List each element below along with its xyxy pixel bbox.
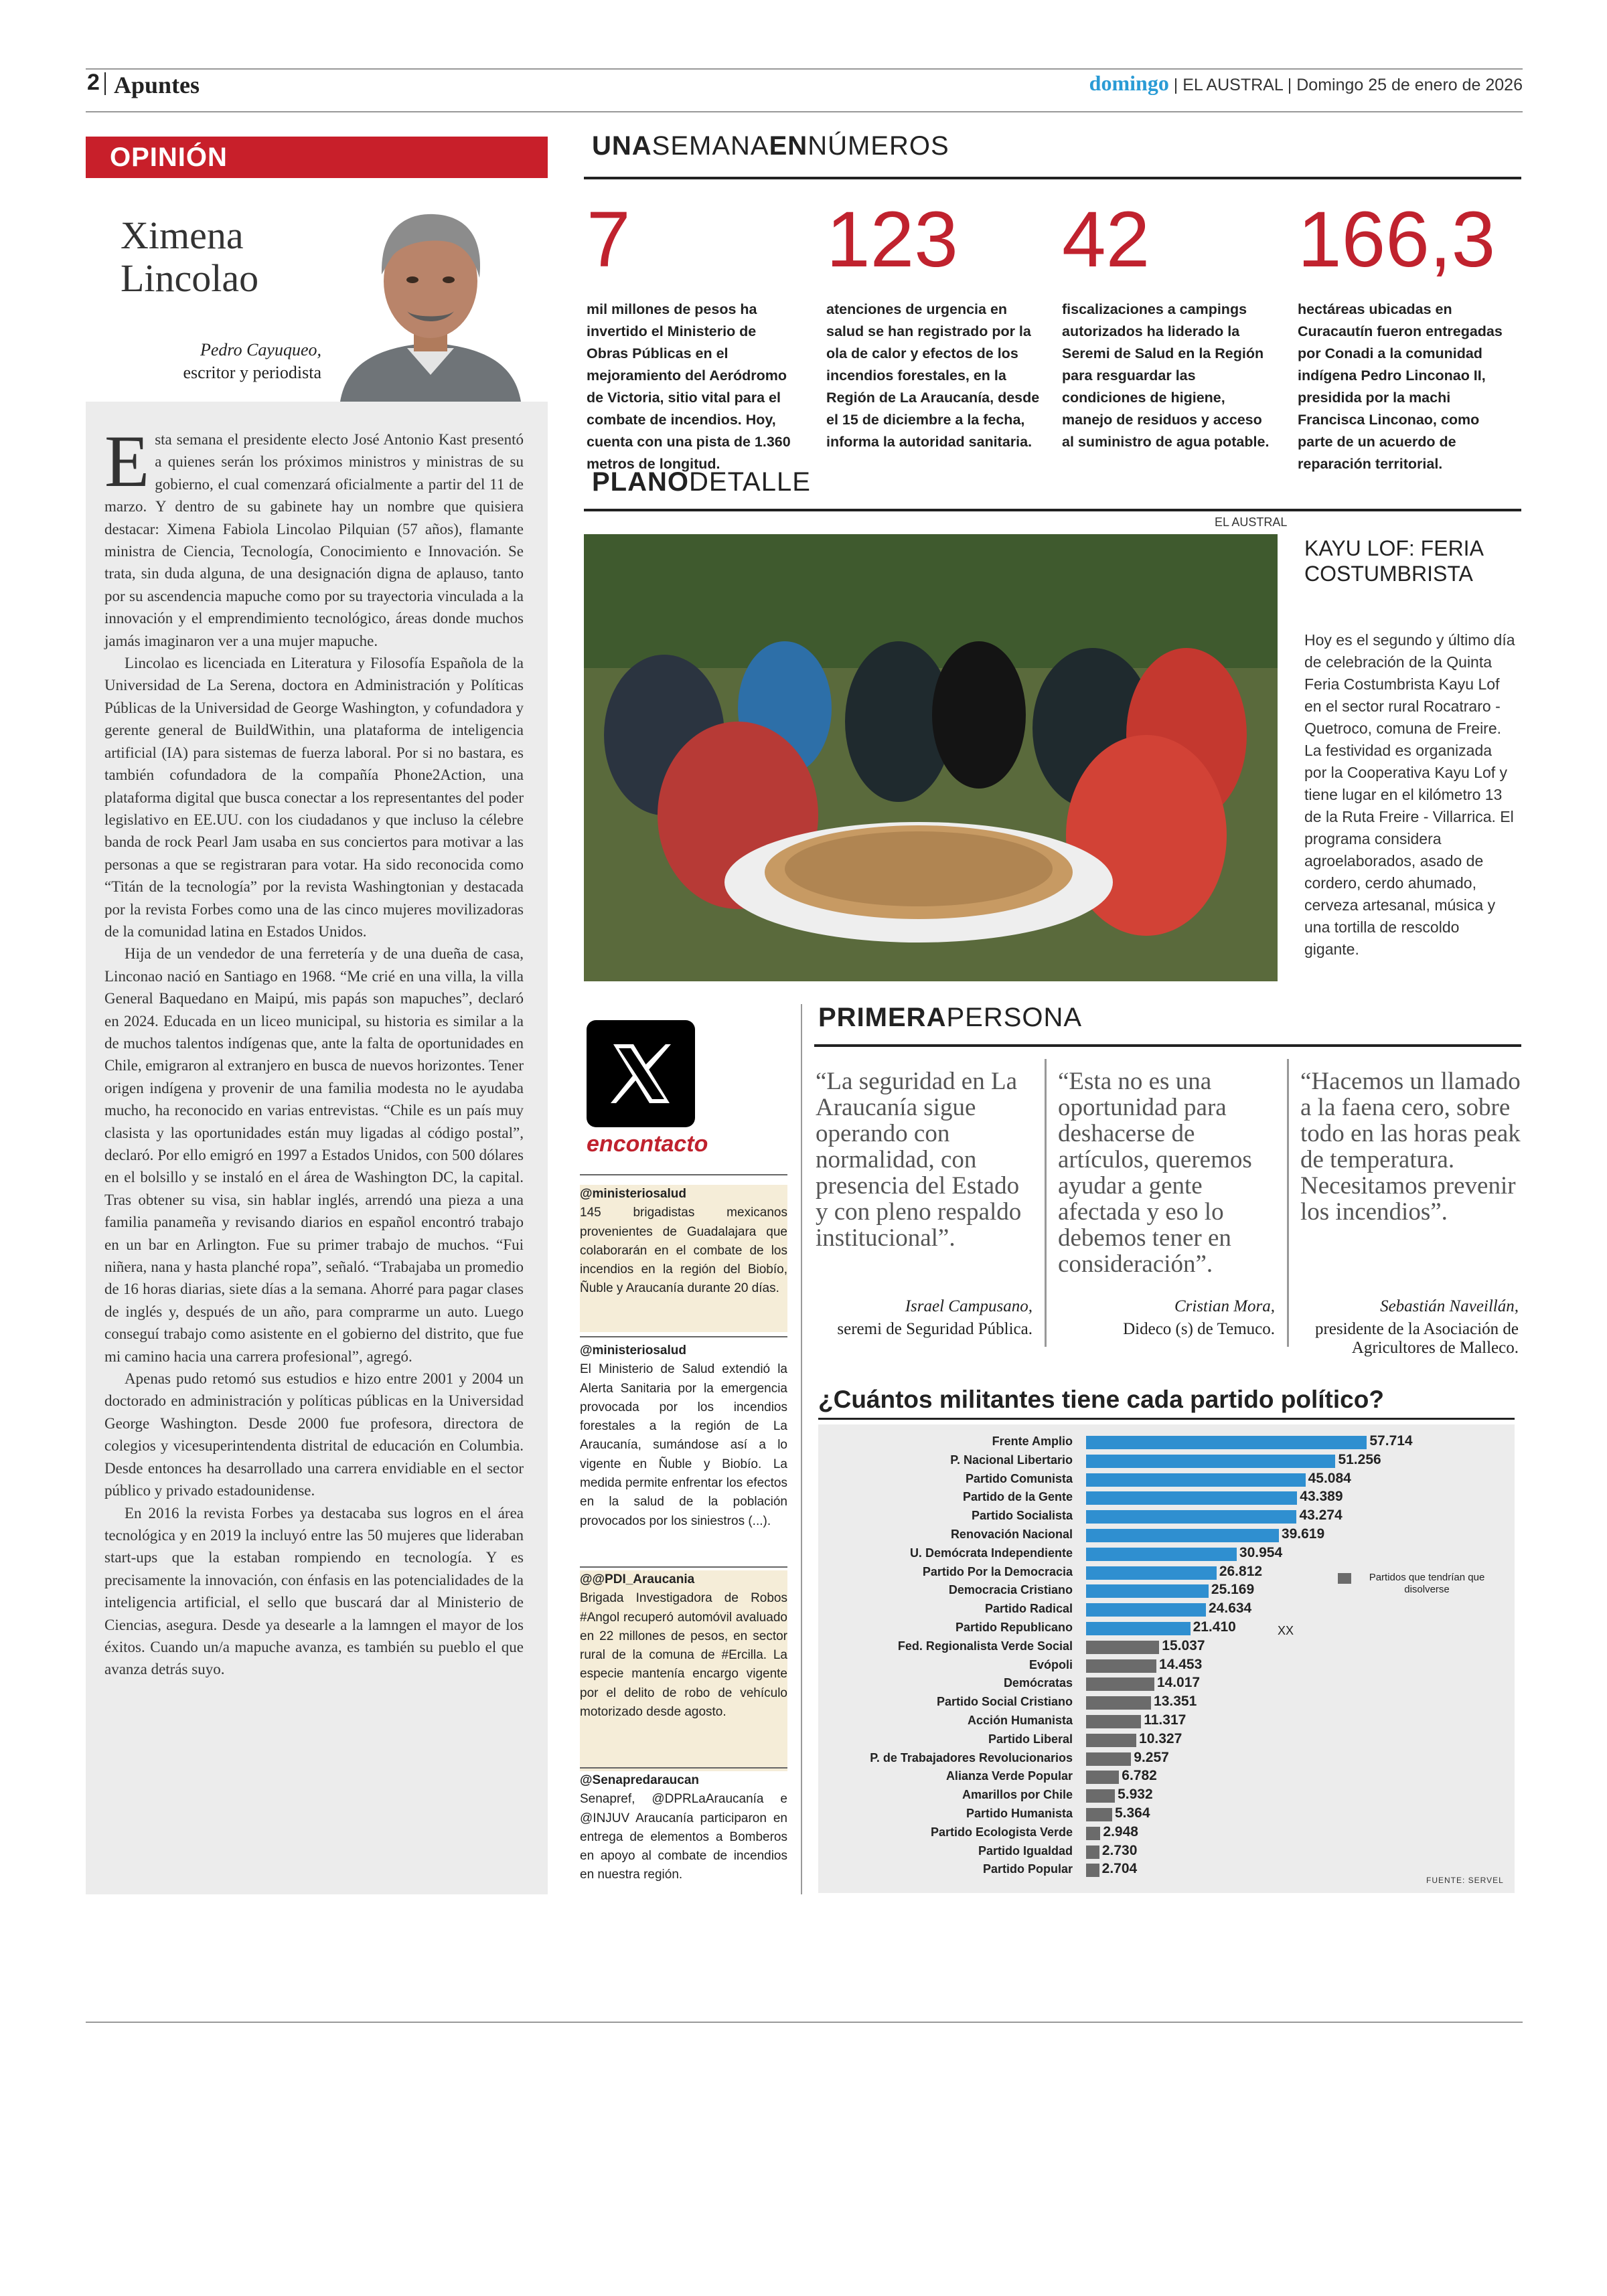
bar-value-label: 5.932 — [1118, 1787, 1153, 1803]
bar-category-label: Demócratas — [1003, 1676, 1073, 1690]
bar-category-label: Partido Republicano — [955, 1621, 1073, 1634]
article-paragraph: Lincolao es licenciada en Literatura y Filosofía Española de la Universidad de La Serena, doctora en Administración y Políticas Públicas de la Universidad de George Washington, y cofundadora y gerente general de BuildWithin, una plataforma de inteligencia artificial (IA) para sistemas de fuerza laboral. Por si no bastara, es también cofundadora de la compañía Phone2Action, una plataforma digital que busca conectar a los representantes del poder legislativo en EE.UU. con los ciudadanos y que incluso la célebre banda de rock Pearl Jam usaba en sus conciertos para motivar a las personas a que se registraran para votar. Ha sido reconocida como “Titán de la tecnología” por la revista Washingtonian y destacada por la revista Forbes como una de las cinco mujeres movilizadoras de la comunidad latina en Estados Unidos. — [104, 655, 524, 940]
plano-rule — [584, 509, 1521, 511]
author-photo — [327, 194, 534, 402]
quote-text: “La seguridad en La Araucanía sigue operando con normalidad, con presencia del Estado y con pleno respaldo institucional”. — [816, 1068, 1022, 1252]
bar-value-label: 39.619 — [1281, 1526, 1325, 1542]
quote-role: seremi de Seguridad Pública. — [837, 1320, 1032, 1338]
bar-value-label: 13.351 — [1154, 1694, 1197, 1710]
bar-value-label: 21.410 — [1193, 1619, 1236, 1635]
numbers-rule — [584, 177, 1521, 179]
social-separator — [580, 1174, 787, 1175]
chart-bar — [1086, 1566, 1217, 1580]
chart-bar — [1086, 1455, 1335, 1468]
bar-category-label: Amarillos por Chile — [962, 1788, 1073, 1802]
opinion-banner: OPINIÓN — [86, 137, 548, 178]
bar-category-label: Partido Comunista — [965, 1471, 1073, 1485]
number-text: mil millones de pesos ha invertido el Ministerio de Obras Públicas en el mejoramiento del Aeródromo de Victoria, sitio vital para el combate de incendios. Hoy, cuenta con una pista de 1.360 metros de longitud. — [587, 301, 791, 472]
bar-category-label: Partido Igualdad — [978, 1843, 1073, 1858]
chart-bar — [1086, 1473, 1306, 1487]
bar-value-label: 25.169 — [1211, 1582, 1255, 1598]
quote-author: Cristian Mora, — [1174, 1297, 1275, 1315]
bar-value-label: 6.782 — [1122, 1768, 1157, 1784]
drop-cap: E — [104, 420, 150, 502]
number-value: 7 — [587, 195, 631, 284]
chart-bar — [1086, 1771, 1119, 1784]
plano-section-title: PLANODETALLE — [592, 467, 811, 497]
chart-bar — [1086, 1622, 1191, 1635]
chart-source: FUENTE: SERVEL — [1426, 1876, 1504, 1885]
chart-bar — [1086, 1491, 1297, 1505]
social-post — [580, 1570, 787, 1771]
number-value: 166,3 — [1298, 195, 1496, 284]
chart-bar — [1086, 1846, 1099, 1859]
photo-title: KAYU LOF: FERIA COSTUMBRISTA — [1304, 536, 1483, 586]
chart-bar — [1086, 1715, 1141, 1728]
bar-value-label: 2.730 — [1101, 1842, 1138, 1858]
bar-value-label: 43.274 — [1299, 1507, 1343, 1524]
number-text: atenciones de urgencia en salud se han registrado por la ola de calor y efectos de los incendios forestales, en la Región de La Araucanía, desde el 15 de diciembre a la fecha, informa la autoridad sanitaria. — [826, 301, 1040, 450]
legend-swatch — [1338, 1573, 1351, 1584]
bar-category-label: P. Nacional Libertario — [950, 1453, 1073, 1467]
feria-photo — [584, 534, 1278, 981]
en-contacto-title: encontacto — [587, 1131, 708, 1157]
opinion-title: Ximena Lincolao — [121, 214, 259, 300]
social-post — [580, 1185, 787, 1332]
author-name: Pedro Cayuqueo, — [200, 340, 321, 359]
post-body: 145 brigadistas mexicanos provenientes de Guadalajara que colaborarán en el combate de los incendios en la región del Biobío, Ñuble y Araucanía durante 20 días. — [580, 1206, 787, 1296]
chart-bar — [1086, 1677, 1154, 1691]
chart-bar — [1086, 1659, 1156, 1673]
chart-bar — [1086, 1584, 1209, 1598]
bar-category-label: Partido Liberal — [988, 1732, 1073, 1746]
bar-value-label: 9.257 — [1134, 1749, 1169, 1765]
quote-text: “Hacemos un llamado a la faena cero, sobre todo en las horas peak de temperatura. Necesitamos prevenir los incendios”. — [1300, 1068, 1521, 1226]
chart-title: ¿Cuántos militantes tiene cada partido político? — [818, 1386, 1384, 1413]
bar-value-label: 10.327 — [1139, 1730, 1182, 1746]
quote-text: “Esta no es una oportunidad para deshacerse de artículos, queremos ayudar a gente afectada y eso lo debemos tener en consideración”. — [1058, 1068, 1252, 1278]
chart-bar — [1086, 1864, 1099, 1877]
bar-value-label: 14.453 — [1159, 1656, 1203, 1672]
x-logo-icon — [587, 1020, 695, 1127]
bar-value-label: 2.948 — [1103, 1823, 1138, 1839]
author-role: escritor y periodista — [183, 363, 321, 382]
legend-label: Partidos que tendrían que disolverse — [1369, 1572, 1485, 1595]
bar-category-label: Renovación Nacional — [950, 1528, 1073, 1541]
post-body: El Ministerio de Salud extendió la Alerta Sanitaria por la emergencia provocada por los incendios forestales a la región de La Araucanía, sumándose así a lo vigente en Ñuble y Biobío. La medida permite enfrentar los efectos en la salud de la población provocados por los siniestros (...). — [580, 1362, 787, 1528]
social-separator — [580, 1767, 787, 1769]
social-post — [580, 1771, 787, 1885]
bar-category-label: P. de Trabajadores Revolucionarios — [870, 1750, 1073, 1765]
chart-rule — [818, 1418, 1515, 1420]
header-bottom-rule — [86, 111, 1523, 112]
bar-value-label: 24.634 — [1209, 1601, 1252, 1617]
chart-bar — [1086, 1808, 1112, 1821]
post-handle: @@PDI_Araucania — [580, 1572, 695, 1586]
social-separator — [580, 1336, 787, 1337]
bar-category-label: Partido Popular — [982, 1862, 1073, 1876]
bar-category-label: Frente Amplio — [992, 1434, 1073, 1448]
photo-credit: EL AUSTRAL — [1215, 515, 1288, 529]
social-divider — [801, 1004, 802, 1894]
chart-bar — [1086, 1529, 1279, 1542]
quote-role: Dideco (s) de Temuco. — [1123, 1320, 1275, 1338]
quote-divider — [1287, 1059, 1289, 1347]
bar-value-label: 43.389 — [1300, 1489, 1343, 1505]
bar-value-label: 5.364 — [1114, 1805, 1150, 1821]
brand-domingo: domingo — [1089, 71, 1169, 95]
number-value: 42 — [1062, 195, 1150, 284]
bar-value-label: 2.704 — [1101, 1861, 1138, 1877]
article-paragraph: Esta semana el presidente electo José Antonio Kast presentó a quienes serán los próximos ministros y ministras de su gobierno, el cual comenzará oficialmente a partir del 11 de marzo. Y dentro de su gabinete hay un nombre que quisiera destacar: Ximena Fabiola Lincolao Pilquian (57 años), flamante ministra de Ciencia, Tecnología, Conocimiento e Innovación. Se trata, sin duda alguna, de una designación digna de aplauso, tanto por su ascendencia mapuche como por su trayectoria vinculada a la innovación y el emprendimiento tecnológico, áreas donde muchos jamás imaginaron ver a una mujer mapuche. — [104, 420, 524, 649]
bar-category-label: Fed. Regionalista Verde Social — [897, 1639, 1073, 1653]
bar-value-label: 45.084 — [1308, 1470, 1351, 1486]
footer-rule — [86, 2022, 1523, 2023]
header-top-rule — [86, 68, 1523, 70]
article-paragraph: Apenas pudo retomó sus estudios e hizo entre 2001 y 2004 un doctorado en administración y políticas públicas en la Universidad George Washington. Desde 2000 fue profesora, directora de colegios y vicesuperintendenta distrital de educación en Columbia. Desde entonces ha desarrollado una carrera envidiable en el sector público y privado estadounidense. — [104, 1370, 524, 1499]
bar-value-label: 14.017 — [1156, 1675, 1201, 1691]
chart-bar — [1086, 1789, 1115, 1803]
section-name: Apuntes — [114, 72, 200, 98]
numbers-section-title: UNASEMANAENNÚMEROS — [592, 131, 949, 161]
post-body: Senapref, @DPRLaAraucanía e @INJUV Araucanía participaron en entrega de elementos a Bomberos en apoyo al combate de incendios en nuestra región. — [580, 1792, 787, 1882]
bar-value-label: 30.954 — [1239, 1544, 1283, 1560]
number-text: hectáreas ubicadas en Curacautín fueron entregadas por Conadi a la comunidad indígena Pedro Linconao II, presidida por la machi Francisca Linconao, como parte de un acuerdo de reparación territorial. — [1298, 301, 1503, 472]
bar-value-label: 51.256 — [1338, 1451, 1381, 1467]
social-separator — [580, 1566, 787, 1568]
chart-bar — [1086, 1752, 1131, 1766]
chart-bar — [1086, 1827, 1100, 1840]
bar-value-label: 11.317 — [1144, 1712, 1187, 1728]
issue-date: Domingo 25 de enero de 2026 — [1296, 76, 1523, 94]
chart-bar — [1086, 1510, 1296, 1524]
quote-author: Sebastián Naveillán, — [1380, 1297, 1519, 1315]
page-number: 2 — [87, 70, 100, 95]
number-text: fiscalizaciones a campings autorizados ha liderado la Seremi de Salud en la Región para resguardar las condiciones de higiene, manejo de residuos y acceso al suministro de agua potable. — [1062, 301, 1270, 450]
bar-category-label: Partido Social Cristiano — [936, 1695, 1073, 1709]
masthead: domingo | EL AUSTRAL | Domingo 25 de enero de 2026 — [1089, 71, 1523, 95]
header-divider — [104, 72, 106, 95]
article-paragraph: Hija de un vendedor de una ferretería y de una dueña de casa, Linconao nació en Santiago en 1968. “Me crié en una villa, la villa General Baquedano en Maipú, mis papás son mapuches”, declaró en 2024. Educada en un liceo municipal, su historia es similar a la de muchos talentos indígenas que, ante la falta de oportunidades en Chile, emigraron al extranjero en busca de nuevos horizontes. Tener origen indígena y provenir de una familia modesta no le ayudaba mucho, ha reconocido en varias entrevistas. “Chile es un país muy clasista y las oportunidades están muy ligadas al código postal”, declaró. Por ello emigró en 1997 a Estados Unidos, con 500 dólares en el bolsillo y se instaló en el área de Washington DC, la capital. Tras obtener su visa, sin hablar inglés, arrendó una pieza a una familia panameña y revisando diarios en español encontró trabajo en un bar en Arlington. Fue su primer trabajo de muchos. “Fui niñera, nana y hasta planché ropa”, señaló. “Trabajaba un promedio de 16 horas diarias, siete días a la semana. Ahorré para pagar clases de inglés y, después de un año, para comprarme un auto. Luego conseguí trabajo como asistente en el gobierno del distrito, que fue mi camino hacia una carrera profesional”, agregó. — [104, 945, 524, 1365]
number-value: 123 — [826, 195, 958, 284]
chart-bar — [1086, 1696, 1151, 1710]
bar-category-label: Democracia Cristiano — [948, 1583, 1073, 1597]
chart-bar — [1086, 1734, 1136, 1747]
quote-author: Israel Campusano, — [905, 1297, 1032, 1315]
article-paragraph: En 2016 la revista Forbes ya destacaba sus logros en el área tecnológica y en 2019 la incluyó entre las 50 mujeres que lideraban start-ups que la estaban rompiendo en tecnología. Y es precisamente la innovación, con énfasis en las potencialidades de la inteligencia artificial, el sello que buscará dar al Ministerio de Ciencias, asegura. Desde ya desearle a la lamngen el mayor de los éxitos. Cuando un/a mapuche avanza, es también su pueblo el que avanza detrás suyo. — [104, 1504, 524, 1678]
chart-bar — [1086, 1548, 1237, 1561]
bar-category-label: Partido de la Gente — [962, 1490, 1073, 1504]
primera-persona-rule — [814, 1044, 1521, 1047]
bar-category-label: Partido Ecologista Verde — [930, 1825, 1073, 1839]
opinion-article — [104, 420, 524, 1681]
paper-name: EL AUSTRAL — [1182, 76, 1283, 94]
bar-value-label: 15.037 — [1162, 1637, 1205, 1653]
bar-category-label: U. Demócrata Independiente — [909, 1546, 1073, 1560]
post-handle: @Senapredaraucan — [580, 1773, 699, 1787]
bar-value-label: 57.714 — [1369, 1433, 1413, 1449]
bar-value-label: 26.812 — [1219, 1563, 1263, 1579]
bar-category-label: Partido Radical — [984, 1602, 1073, 1616]
bar-category-label: Alianza Verde Popular — [945, 1769, 1073, 1783]
post-body: Brigada Investigadora de Robos #Angol recuperó automóvil avaluado en 22 millones de pesos, en sector rural de la comuna de #Ercilla. La especie mantenía encargo vigente por el delito de robo de vehículo motorizado desde agosto. — [580, 1591, 787, 1720]
post-handle: @ministeriosalud — [580, 1187, 686, 1201]
photo-caption: Hoy es el segundo y último día de celebración de la Quinta Feria Costumbrista Kayu Lof en el sector rural Rocatraro - Quetroco, comuna de Freire. La festividad es organizada por la Cooperativa Kayu Lof y tiene lugar en el kilómetro 13 de la Ruta Freire - Villarrica. El programa considera agroelaborados, asado de cordero, cerdo ahumado, cerveza artesanal, música y una tortilla de rescoldo gigante. — [1304, 631, 1515, 958]
bar-category-label: Partido Humanista — [966, 1807, 1073, 1820]
bar-category-label: Evópoli — [1028, 1657, 1073, 1671]
bar-category-label: Partido Socialista — [971, 1509, 1073, 1523]
post-handle: @ministeriosalud — [580, 1343, 686, 1358]
bar-category-label: Acción Humanista — [967, 1714, 1073, 1727]
chart-note: XX — [1278, 1624, 1294, 1637]
bar-category-label: Partido Por la Democracia — [922, 1564, 1073, 1578]
chart-bar — [1086, 1641, 1159, 1654]
primera-persona-title: PRIMERAPERSONA — [818, 1003, 1083, 1032]
quote-role: presidente de la Asociación de Agricultores de Malleco. — [1314, 1320, 1519, 1357]
social-post — [580, 1341, 787, 1556]
chart-bar — [1086, 1436, 1367, 1449]
chart-bar — [1086, 1603, 1206, 1617]
quote-divider — [1045, 1059, 1047, 1347]
